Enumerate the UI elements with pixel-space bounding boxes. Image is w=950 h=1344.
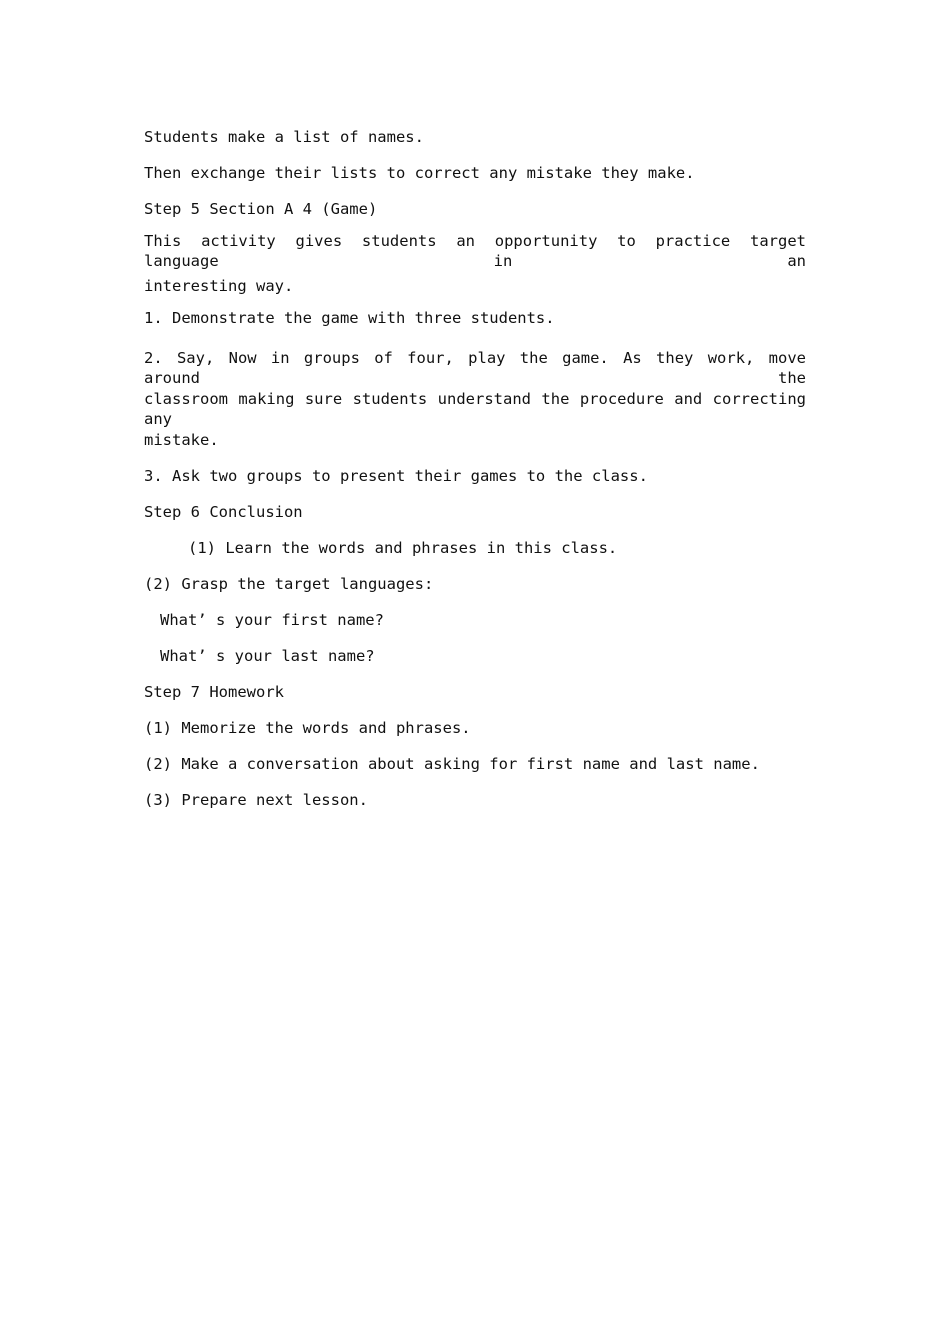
list-item: (1) Learn the words and phrases in this class. — [188, 539, 618, 557]
text-line: interesting way. — [144, 277, 294, 295]
text-line: This activity gives students an opportunity to practice target language in an — [144, 232, 806, 270]
example-sentence: What’ s your first name? — [160, 611, 384, 629]
text-line: mistake. — [144, 431, 219, 449]
text-line: Students make a list of names. — [144, 128, 424, 146]
step-heading: Step 7 Homework — [144, 683, 284, 701]
text-line: Then exchange their lists to correct any mistake they make. — [144, 164, 695, 182]
list-item: (2) Grasp the target languages: — [144, 575, 434, 593]
list-item: 3. Ask two groups to present their games to the class. — [144, 467, 648, 485]
list-item: 1. Demonstrate the game with three students. — [144, 309, 555, 327]
list-item: 2. Say, Now in groups of four, play the game. As they work, move around the — [144, 349, 806, 387]
list-item: (2) Make a conversation about asking for first name and last name. — [144, 755, 760, 773]
list-item: (3) Prepare next lesson. — [144, 791, 368, 809]
step-heading: Step 6 Conclusion — [144, 503, 303, 521]
list-item: (1) Memorize the words and phrases. — [144, 719, 471, 737]
step-heading: Step 5 Section A 4 (Game) — [144, 200, 378, 218]
example-sentence: What’ s your last name? — [160, 647, 375, 665]
text-line: classroom making sure students understand the procedure and correcting any — [144, 390, 806, 428]
